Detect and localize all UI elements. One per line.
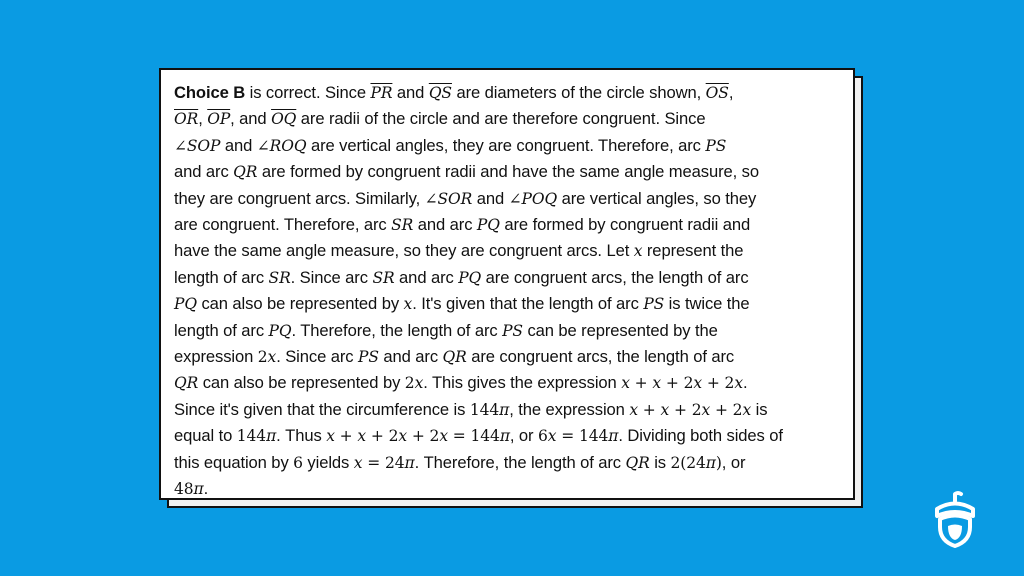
math-var: QR [174, 374, 199, 393]
text-run: . Thus [276, 426, 327, 446]
math-var: SR [268, 268, 291, 287]
math-var: PS [358, 348, 379, 367]
math-var: x [353, 453, 363, 472]
math-var: PS [643, 295, 665, 314]
segment-label: $\overline{QS}$ [428, 84, 452, 102]
text-run: are vertical angles, so they [557, 188, 757, 208]
math-var: x [403, 295, 413, 314]
math-var: x [633, 242, 643, 261]
text-run: , and [230, 109, 272, 129]
text-run: , [198, 109, 208, 129]
math-var: x [734, 374, 743, 393]
math-symbol: + 2 [407, 427, 440, 446]
text-run: length of arc [174, 267, 269, 287]
math-var: x [547, 427, 557, 446]
text-run: . Since arc [276, 347, 358, 367]
math-var: π [499, 400, 510, 419]
text-run: . It's given that the length of arc [412, 294, 644, 314]
text-run: are congruent. Therefore, arc [174, 215, 392, 235]
lead-label: Choice B [174, 83, 246, 102]
segment-label: $\overline{PR}$ [370, 84, 393, 102]
text-run: are diameters of the circle shown, [451, 83, 706, 102]
math-var: x [414, 374, 424, 393]
math-var: x [439, 427, 448, 446]
math-symbol: 144 [236, 427, 267, 446]
math-symbol: ∠ [256, 136, 270, 155]
explanation-card [159, 68, 855, 500]
math-var: x [652, 374, 662, 393]
math-symbol: ∠ [424, 189, 438, 208]
math-var: QR [442, 348, 467, 367]
text-run: can also be represented by [196, 294, 404, 314]
math-var: PQ [476, 216, 500, 235]
math-symbol: ∠ [174, 136, 187, 155]
math-var: SR [391, 216, 414, 235]
segment-label: $\overline{OP}$ [207, 110, 231, 129]
text-run: . [203, 479, 209, 499]
acorn-icon [928, 488, 982, 550]
text-run: is [751, 399, 768, 419]
text-run: . Since arc [290, 267, 373, 287]
math-var: SR [372, 268, 395, 287]
text-run: , or [509, 426, 538, 446]
text-run: are formed by congruent radii and [499, 215, 751, 235]
text-run: and arc [174, 162, 234, 182]
text-run: , or [721, 452, 746, 472]
text-run: are vertical angles, they are congruent. Therefore, arc [306, 135, 706, 155]
text-run: , the expression [509, 399, 630, 419]
text-run: is correct. Since [245, 83, 371, 102]
text-run: are formed by congruent radii and have the same angle measure, so [257, 162, 760, 182]
math-var: PS [705, 136, 727, 155]
math-var: x [660, 400, 670, 419]
math-var: QR [625, 453, 650, 472]
text-run: . Therefore, the length of arc [291, 320, 503, 340]
math-var: POQ [521, 189, 558, 208]
math-var: π [266, 427, 277, 446]
math-symbol: 2(24 [670, 453, 706, 472]
math-symbol: + [334, 427, 358, 446]
math-symbol: + 2 [661, 374, 694, 393]
math-symbol: 48 [174, 480, 194, 499]
text-run: represent the [642, 241, 744, 261]
text-run: and arc [413, 215, 477, 235]
math-symbol: 6 [538, 427, 548, 446]
text-run: . This gives the expression [423, 373, 622, 393]
text-run: and arc [378, 347, 443, 367]
text-run: is [649, 452, 671, 472]
text-run: and [392, 83, 429, 102]
math-var: PS [502, 321, 523, 340]
text-run: Since it's given that the circumference is [174, 399, 470, 419]
math-symbol: 144 [469, 400, 500, 419]
math-var: x [701, 400, 711, 419]
text-run: . Dividing both sides of [618, 426, 783, 446]
text-run: are congruent arcs, the length of arc [466, 347, 735, 367]
math-var: π [193, 480, 204, 499]
math-var: x [629, 400, 638, 419]
math-var: SOP [186, 136, 221, 155]
text-run: , [728, 83, 734, 102]
math-symbol: + [637, 400, 661, 419]
math-var: PQ [268, 321, 292, 340]
text-run: can be represented by the [522, 320, 718, 340]
math-var: PQ [458, 268, 482, 287]
text-run: yields [302, 452, 354, 472]
text-run: is twice the [664, 294, 750, 314]
segment-label: $\overline{OQ}$ [271, 110, 297, 129]
math-var: SOR [437, 189, 473, 208]
math-symbol: + 2 [366, 427, 399, 446]
text-run: are radii of the circle and are therefore congruent. Since [296, 109, 706, 129]
math-symbol: + 2 [710, 400, 743, 419]
text-run: and arc [394, 267, 459, 287]
math-var: π [404, 453, 415, 472]
text-run: equal to [174, 426, 237, 446]
math-var: π [705, 453, 716, 472]
text-run: . [742, 373, 748, 393]
math-symbol: = 24 [362, 453, 405, 472]
math-var: π [499, 427, 510, 446]
math-symbol: 2 [257, 348, 268, 367]
segment-label: $\overline{OR}$ [174, 110, 199, 129]
math-var: PQ [174, 295, 197, 314]
math-symbol: = 144 [556, 427, 609, 446]
math-var: x [621, 374, 630, 393]
math-symbol: + 2 [702, 374, 735, 393]
text-run: length of arc [174, 320, 269, 340]
math-var: x [326, 427, 335, 446]
math-symbol: 2 [404, 374, 415, 393]
text-run: and [220, 135, 257, 155]
math-symbol: 6 [293, 453, 303, 472]
math-symbol: + [629, 374, 653, 393]
math-var: π [608, 427, 619, 446]
text-run: can also be represented by [198, 373, 405, 393]
text-run: and [472, 188, 509, 208]
text-run: are congruent arcs, the length of arc [481, 267, 749, 287]
text-run: this equation by [174, 452, 294, 472]
segment-label: $\overline{OS}$ [705, 84, 729, 102]
text-run: they are congruent arcs. Similarly, [174, 188, 425, 208]
text-run: expression [174, 347, 258, 367]
math-symbol: = 144 [447, 427, 500, 446]
math-var: x [742, 400, 752, 419]
math-var: QR [233, 163, 258, 182]
math-var: x [267, 348, 277, 367]
explanation-text [174, 80, 843, 503]
math-var: x [693, 374, 703, 393]
math-var: x [398, 427, 408, 446]
text-run: have the same angle measure, so they are congruent arcs. Let [174, 241, 634, 261]
math-symbol: ∠ [508, 189, 522, 208]
math-var: x [357, 427, 367, 446]
math-symbol: + 2 [669, 400, 702, 419]
math-var: ROQ [269, 136, 307, 155]
text-run: . Therefore, the length of arc [414, 452, 626, 472]
math-symbol: ) [715, 453, 722, 472]
